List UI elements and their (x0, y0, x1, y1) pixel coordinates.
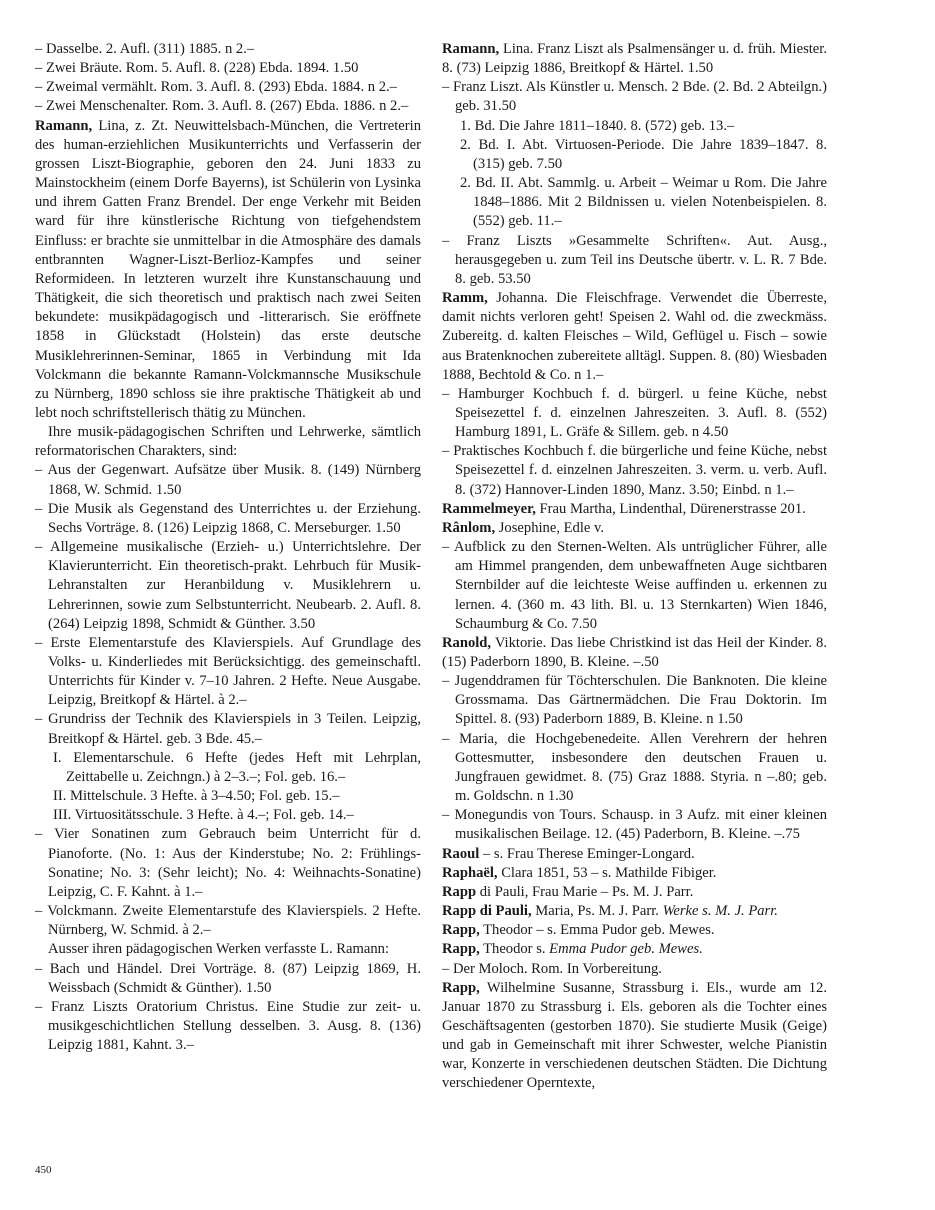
entry-ramm-johanna: Ramm, Johanna. Die Fleischfrage. Verwendet die Überreste, damit nichts verloren geht! Speisen 2. Wahl od. die zweckmäss. Zubereitg. d. kalten Fleisches – Wild, Geflügel u. Fisch – sowie aus Bratenknochen zubereitete alltägl. Suppen. 8. (80) Wiesbaden 1888, Bechtold & Co. n 1.– (442, 290, 827, 383)
entry-schriften-intro: Ihre musik-pädagogischen Schriften und Lehrwerke, sämtlich reformatorischen Charakters, sind: (35, 424, 421, 460)
entry-rapp-di-pauli-marie: Rapp di Pauli, Frau Marie – Ps. M. J. Parr. (442, 883, 694, 900)
entry-aufblick-sternen: – Aufblick zu den Sternen-Welten. Als untrüglicher Führer, alle am Himmel prangenden, dem unbewaffneten Auge sichtbaren Sternbilder auf die leichteste Weise auffinden u. erkennen zu lernen. 4. (360 m. 43 lith. Bl. u. 13 Sternkarten) Wien 1846, Schaumburg & Co. 7.50 (442, 539, 827, 632)
page-number: 450 (35, 1164, 52, 1176)
entry-virtuositaetsschule: III. Virtuositätsschule. 3 Hefte. à 4.–; Fol. geb. 14.– (53, 807, 354, 824)
entry-ausser-paedagogischen: Ausser ihren pädagogischen Werken verfasste L. Ramann: (48, 941, 389, 958)
entry-gesammelte-schriften: – Franz Liszts »Gesammelte Schriften«. Aut. Ausg., herausgegeben u. zum Teil ins Deutsche übertr. v. L. R. 7 Bde. 8. geb. 53.50 (442, 232, 827, 287)
entry-musik-als-gegenstand: – Die Musik als Gegenstand des Unterrichtes u. der Erziehung. Sechs Vorträge. 8. (126) Leipzig 1868, C. Merseburger. 1.50 (35, 500, 421, 536)
entry-der-moloch: – Der Moloch. Rom. In Vorbereitung. (442, 960, 662, 977)
entry-zwei-braeute: – Zwei Bräute. Rom. 5. Aufl. 8. (228) Ebda. 1894. 1.50 (35, 60, 359, 77)
entry-headword: Rapp, (442, 979, 480, 996)
entry-unterrichtslehre: – Allgemeine musikalische (Erzieh- u.) Unterrichtslehre. Der Klavierunterricht. Ein theoretisch-prakt. Lehrbuch für Musik-Lehranstalten zur Heranbildung v. Musiklehrern u. Lehrerinnen, sowie zum Selbstunterricht. Neubearb. 2. Aufl. 8. (264) Leipzig 1898, Schmidt & Günther. 3.50 (35, 539, 421, 632)
entry-raoul: Raoul – s. Frau Therese Eminger-Longard. (442, 845, 695, 862)
entry-headword: Raphaël, (442, 864, 498, 881)
entry-liszt-kuenstler-mensch: – Franz Liszt. Als Künstler u. Mensch. 2 Bde. (2. Bd. 2 Abteilgn.) geb. 31.50 (442, 79, 827, 115)
entry-volckmann: – Volckmann. Zweite Elementarstufe des Klavierspiels. 2 Hefte. Nürnberg, W. Schmid. à 2.– (35, 903, 421, 939)
entry-headword: Rapp, (442, 941, 480, 958)
entry-mittelschule: II. Mittelschule. 3 Hefte. à 3–4.50; Fol. geb. 15.– (53, 788, 340, 805)
entry-liszts-oratorium: – Franz Liszts Oratorium Christus. Eine Studie zur zeit- u. musikgeschichtlichen Stellung desselben. 3. Ausg. 8. (136) Leipzig 1881, Kahnt. 3.– (35, 998, 421, 1054)
entry-maria-hochgebenedeite: – Maria, die Hochgebenedeite. Allen Verehrern der hehren Gottesmutter, insbesondere den deutschen Frauen u. Jungfrauen gewidmet. 8. (75) Graz 1888. Styria. n –.80; geb. m. Goldschn. n 1.30 (442, 730, 827, 805)
entry-headword: Ramann, (35, 117, 93, 134)
entry-headword: Rapp di Pauli, (442, 903, 532, 920)
entry-rapp-theodor-1: Rapp, Theodor – s. Emma Pudor geb. Mewes. (442, 922, 715, 939)
entry-hamburger-kochbuch: – Hamburger Kochbuch f. d. bürgerl. u feine Küche, nebst Speisezettel f. d. einzelnen Jahreszeiten. 3. Aufl. 8. (552) Hamburg 1891, L. Gräfe & Sillem. geb. n 4.50 (442, 385, 827, 441)
entry-rapp-theodor-2: Rapp, Theodor s. Emma Pudor geb. Mewes. (442, 941, 703, 958)
entry-headword: Raoul (442, 845, 480, 862)
entry-headword: Ramann, (442, 41, 500, 57)
entry-headword: Ramm, (442, 290, 488, 307)
entry-ramann-lina-bio: Ramann, Lina, z. Zt. Neuwittelsbach-München, die Vertreterin des human-erziehlichen Musikunterrichts und Verfasserin der grossen Liszt-Biographie, geboren den 24. Juni 1833 zu Mainstockheim (einem Dorfe Bayerns), ist Schülerin von Lysinka und ihrem Gatten Franz Brendel. Der enge Verkehr mit Beiden ward für ihre künstlerische Richtung von tiefgehendstem Einfluss: er brachte sie unmittelbar in die Atmosphäre des damals entbrannten Wagner-Liszt-Berlioz-Kampfes und seiner Reformideen. In letzteren wurzelt ihre Kunstanschauung und Thätigkeit, die sich theoretisch und praktisch nach zwei Seiten bekundete: musikpädagogisch und -litterarisch. Sie eröffnete 1858 in Glückstadt (Holstein) das erste deutsche Musiklehrerinnen-Seminar, 1865 in Verbindung mit Ida Volckmann die bekannte Ramann-Volckmannsche Musikschule zu Nürnberg, 1890 schloss sie ihre praktische Thätigkeit ab und lebt noch schriftstellerisch thätig zu München. (35, 117, 421, 421)
entry-rapp-wilhelmine: Rapp, Wilhelmine Susanne, Strassburg i. Els., wurde am 12. Januar 1870 zu Strassburg i. Els. geboren als die Tochter eines Geschäftsagenten (gestorben 1870). Sie studierte Musik (Geige) und gab in Gemeinschaft mit ihrer Schwester, welche Pianistin war, Konzerte in verschiedenen deutschen Städten. Die Dichtung verschiedener Operntexte, (442, 979, 827, 1092)
entry-rammelmeyer: Rammelmeyer, Frau Martha, Lindenthal, Dürenerstrasse 201. (442, 500, 806, 517)
entry-liszt-band-1: 1. Bd. Die Jahre 1811–1840. 8. (572) geb. 13.– (460, 117, 735, 134)
entry-grundriss: – Grundriss der Technik des Klavierspiels in 3 Teilen. Leipzig, Breitkopf & Härtel. geb. 3 Bde. 45.– (35, 711, 421, 747)
entry-zwei-menschenalter: – Zwei Menschenalter. Rom. 3. Aufl. 8. (267) Ebda. 1886. n 2.– (35, 98, 409, 115)
entry-monegundis: – Monegundis von Tours. Schausp. in 3 Aufz. mit einer kleinen musikalischen Beilage. 12. (45) Paderborn, B. Kleine. –.75 (442, 807, 827, 843)
entry-bach-und-haendel: – Bach und Händel. Drei Vorträge. 8. (87) Leipzig 1869, H. Weissbach (Schmidt & Günther). 1.50 (35, 960, 421, 996)
entry-elementarschule: I. Elementarschule. 6 Hefte (jedes Heft mit Lehrplan, Zeittabelle u. Zeichngn.) à 2–3.–; Fol. geb. 16.– (53, 749, 421, 785)
right-column (442, 40, 827, 1094)
entry-rapp-di-pauli-maria: Rapp di Pauli, Maria, Ps. M. J. Parr. Werke s. M. J. Parr. (442, 903, 778, 920)
entry-ramann-psalmensaenger: Ramann, Lina. Franz Liszt als Psalmensänger u. d. früh. Miester. 8. (73) Leipzig 1886, Breitkopf & Härtel. 1.50 (442, 41, 827, 77)
entry-headword: Rapp (442, 883, 477, 900)
entry-vier-sonatinen: – Vier Sonatinen zum Gebrauch beim Unterricht für d. Pianoforte. (No. 1: Aus der Kinderstube; No. 2: Frühlings-Sonatine; No. 3: (Sehr leicht); No. 4: Weihnachts-Sonatine) Leipzig, C. F. Kahnt. à 1.– (35, 826, 421, 900)
entry-headword: Rânlom, (442, 519, 496, 536)
entry-headword: Rammelmeyer, (442, 500, 536, 517)
left-column (35, 40, 421, 1055)
entry-raphael: Raphaël, Clara 1851, 53 – s. Mathilde Fibiger. (442, 864, 717, 881)
entry-zweimal-vermaehlt: – Zweimal vermählt. Rom. 3. Aufl. 8. (293) Ebda. 1884. n 2.– (35, 79, 397, 96)
entry-praktisches-kochbuch: – Praktisches Kochbuch f. die bürgerliche und feine Küche, nebst Speisezettel f. d. einzelnen Jahreszeiten. 3. verm. u. verb. Aufl. 8. (372) Hannover-Linden 1890, Manz. 3.50; Einbd. n 1.– (442, 443, 827, 498)
entry-aus-der-gegenwart: – Aus der Gegenwart. Aufsätze über Musik. 8. (149) Nürnberg 1868, W. Schmid. 1.50 (35, 462, 421, 498)
entry-liszt-band-2-abt-2: 2. Bd. II. Abt. Sammlg. u. Arbeit – Weimar u Rom. Die Jahre 1848–1886. Mit 2 Bildnissen u. vielen Notenbeispielen. 8. (552) geb. 11.– (460, 175, 827, 230)
entry-headword: Ranold, (442, 634, 492, 651)
entry-erste-elementarstufe: – Erste Elementarstufe des Klavierspiels. Auf Grundlage des Volks- u. Kinderliedes mit Berücksichtigg. des gemeinschaftl. Unterrichts für Kinder v. 7–10 Jahren. 2 Hefte. Neue Ausgabe. Leipzig, Breitkopf & Härtel. à 2.– (35, 634, 421, 709)
entry-ranlom: Rânlom, Josephine, Edle v. (442, 519, 604, 536)
entry-ranold-viktorie: Ranold, Viktorie. Das liebe Christkind ist das Heil der Kinder. 8. (15) Paderborn 1890, B. Kleine. –.50 (442, 634, 827, 670)
entry-liszt-band-2-abt-1: 2. Bd. I. Abt. Virtuosen-Periode. Die Jahre 1839–1847. 8. (315) geb. 7.50 (460, 136, 827, 172)
entry-dasselbe: – Dasselbe. 2. Aufl. (311) 1885. n 2.– (35, 41, 255, 57)
entry-jugenddramen: – Jugenddramen für Töchterschulen. Die Banknoten. Die kleine Grossmama. Das Gärtnermädchen. Die Frau Doktorin. Im Spittel. 8. (93) Paderborn 1889, B. Kleine. n 1.50 (442, 673, 827, 728)
entry-headword: Rapp, (442, 922, 480, 939)
